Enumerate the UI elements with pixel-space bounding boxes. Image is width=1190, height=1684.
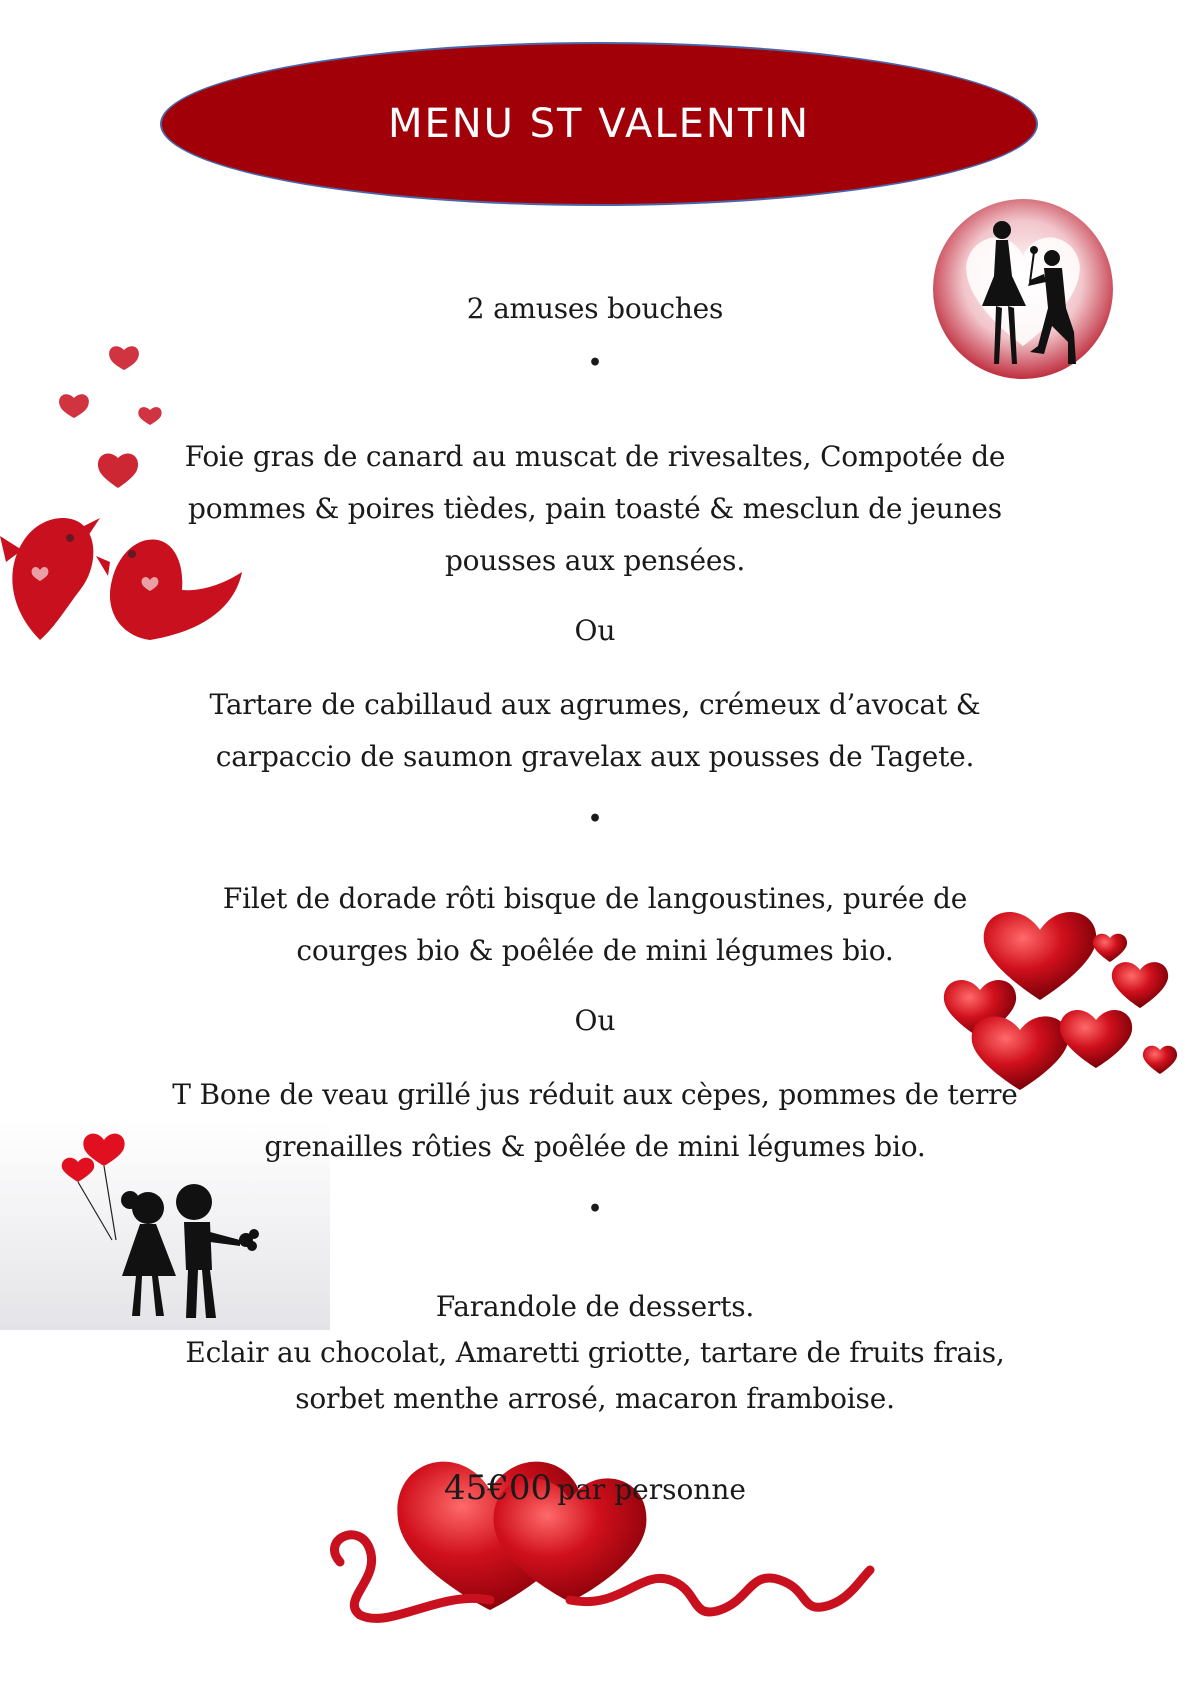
- entree-option-1-line-3: pousses aux pensées.: [444, 544, 746, 577]
- dessert-title: Farandole de desserts.: [435, 1290, 755, 1323]
- main-option-1-line-2: courges bio & poêlée de mini légumes bio.: [296, 934, 894, 967]
- separator-1: •: [587, 350, 603, 376]
- or-label-1: Ou: [574, 614, 616, 647]
- main-option-1-line-1: Filet de dorade rôti bisque de langoustines, purée de: [222, 882, 968, 915]
- page-title: MENU ST VALENTIN: [387, 101, 811, 147]
- price-line: [0, 1468, 1190, 1508]
- or-label-2: Ou: [574, 1004, 616, 1037]
- entree-option-1-line-2: pommes & poires tièdes, pain toasté & mesclun de jeunes: [188, 492, 1002, 525]
- main-option-2-line-1: T Bone de veau grillé jus réduit aux cèpes, pommes de terre: [172, 1078, 1018, 1111]
- entree-option-2-line-1: Tartare de cabillaud aux agrumes, crémeux d’avocat &: [209, 688, 981, 721]
- separator-3: •: [587, 1196, 603, 1222]
- entree-option-2-line-2: carpaccio de saumon gravelax aux pousses de Tagete.: [215, 740, 975, 773]
- price-amount: 45€00: [444, 1468, 553, 1508]
- hearts-cluster-icon: [940, 890, 1180, 1090]
- price-unit: par personne: [557, 1473, 746, 1506]
- dessert-line-2: sorbet menthe arrosé, macaron framboise.: [295, 1382, 895, 1415]
- entree-option-1-line-1: Foie gras de canard au muscat de rivesaltes, Compotée de: [184, 440, 1006, 473]
- amuse-bouche: 2 amuses bouches: [466, 292, 724, 325]
- title-banner: [160, 42, 1038, 206]
- separator-2: •: [587, 806, 603, 832]
- main-option-2-line-2: grenailles rôties & poêlée de mini légumes bio.: [264, 1130, 926, 1163]
- dessert-line-1: Eclair au chocolat, Amaretti griotte, tartare de fruits frais,: [185, 1336, 1005, 1369]
